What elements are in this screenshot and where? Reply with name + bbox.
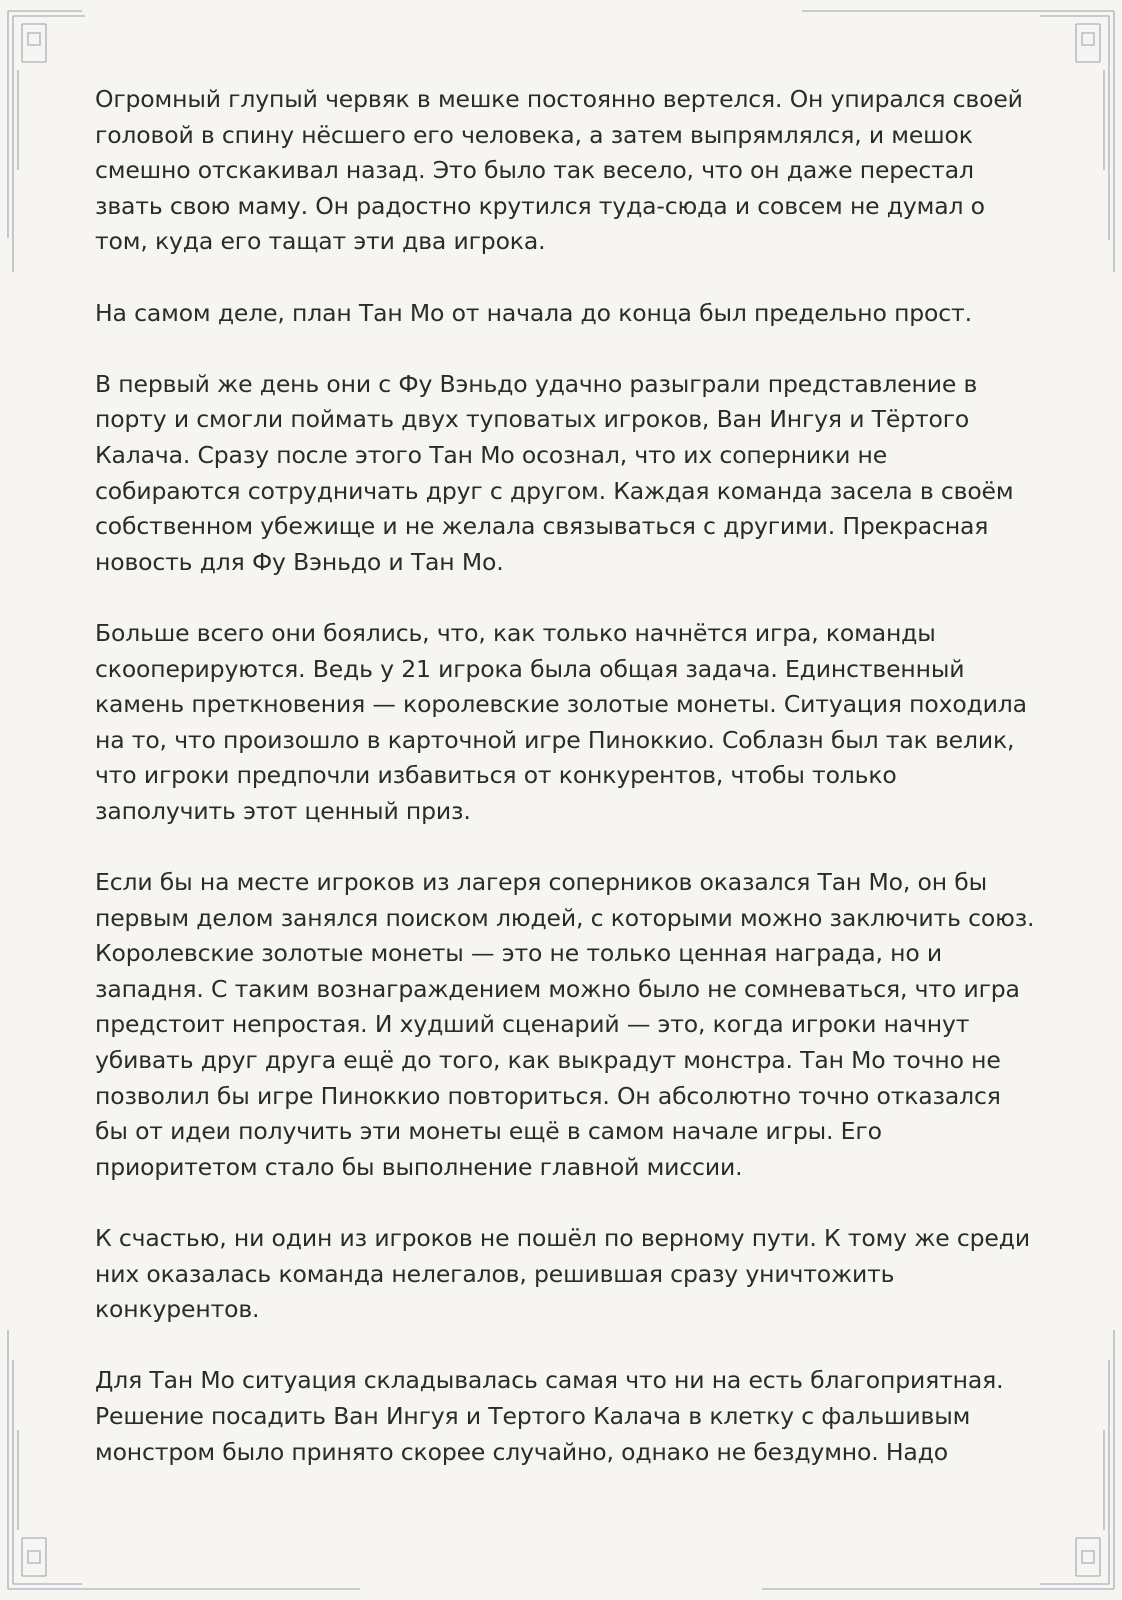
main-text (95, 82, 1035, 1506)
paragraph-6: К счастью, ни один из игроков не пошёл по верному пути. К тому же среди них оказалась команда нелегалов, решившая сразу уничтожить конкурентов. (95, 1224, 1030, 1324)
paragraph-4: Больше всего они боялись, что, как только начнётся игра, команды скооперируются. Ведь у 21 игрока была общая задача. Единственный камень преткновения — королевские золотые монеты. Ситуация походила на то, что произошло в карточной игре Пиноккио. Соблазн был так велик, что игроки предпочли избавиться от конкурентов, чтобы только заполучить этот ценный приз. (95, 618, 1027, 825)
paragraph-3: В первый же день они с Фу Вэньдо удачно разыграли представление в порту и смогли поймать двух туповатых игроков, Ван Ингуя и Тёртого Калача. Сразу после этого Тан Мо осознал, что их соперники не собираются сотрудничать друг с другом. Каждая команда засела в своём собственном убежище и не желала связываться с другими. Прекрасная новость для Фу Вэньдо и Тан Мо. (95, 369, 1014, 576)
paragraph-7: Для Тан Мо ситуация складывалась самая что ни на есть благоприятная. Решение посадить Ван Ингуя и Тертого Калача в клетку с фальшивым монстром было принято скорее случайно, однако не бездумно. Надо (95, 1366, 1004, 1466)
corner-ornament-top-left (8, 11, 85, 272)
paragraph-1: Огромный глупый червяк в мешке постоянно вертелся. Он упирался своей головой в спину нёсшего его человека, а затем выпрямлялся, и мешок смешно отскакивал назад. Это было так весело, что он даже перестал звать свою маму. Он радостно крутился туда-сюда и совсем не думал о том, куда его тащат эти два игрока. (95, 85, 1023, 256)
paragraph-5: Если бы на месте игроков из лагеря соперников оказался Тан Мо, он бы первым делом занялся поиском людей, с которыми можно заключить союз. Королевские золотые монеты — это не только ценная награда, но и западня. С таким вознаграждением можно было не сомневаться, что игра предстоит непростая. И худший сценарий — это, когда игроки начнут убивать друг друга ещё до того, как выкрадут монстра. Тан Мо точно не позволил бы игре Пиноккио повториться. Он абсолютно точно отказался бы от идеи получить эти монеты ещё в самом начале игры. Его приоритетом стало бы выполнение главной миссии. (95, 868, 1035, 1181)
paragraph-2: На самом деле, план Тан Мо от начала до конца был предельно прост. (95, 298, 972, 327)
